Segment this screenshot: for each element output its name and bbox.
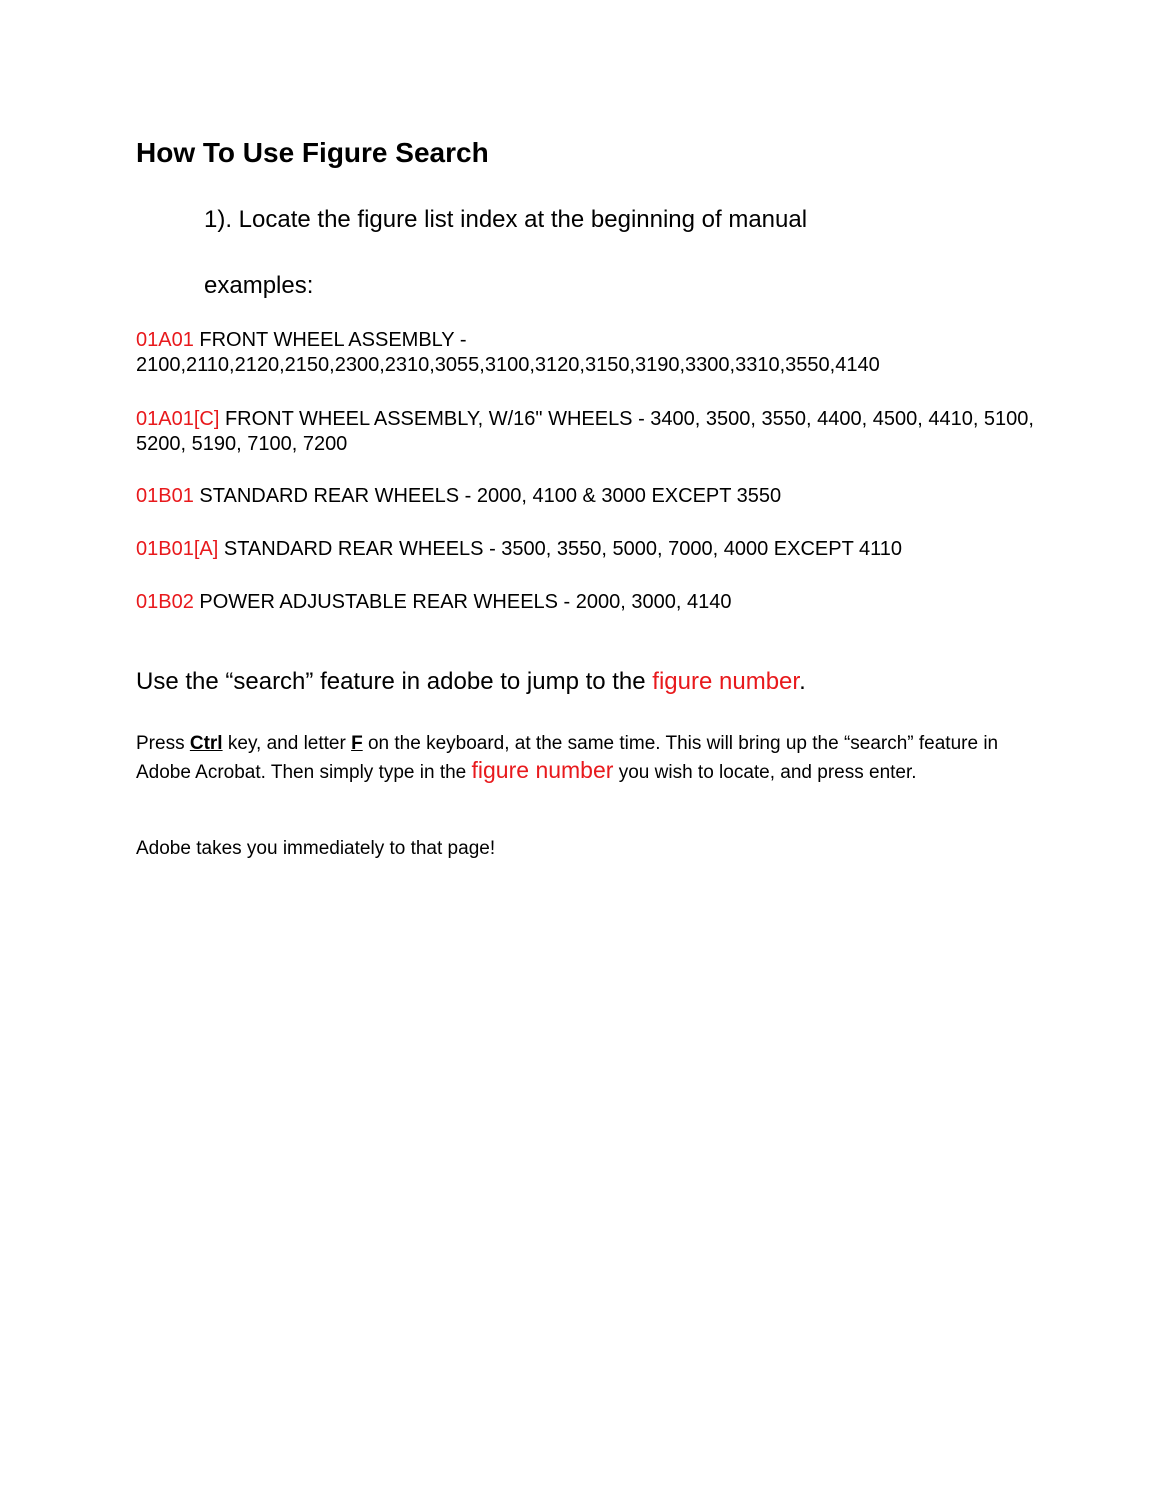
figure-entry [136,328,1036,378]
figure-code: 01A01 [136,329,194,351]
figure-entry [136,590,1036,615]
instructions-text: you wish to locate, and press enter. [613,762,917,783]
figure-code: 01B01[A] [136,538,219,560]
figure-entry [136,537,1036,562]
figure-code: 01B02 [136,591,194,613]
search-instruction [136,667,806,697]
figure-code: 01B01 [136,485,194,507]
page-title: How To Use Figure Search [136,137,489,168]
step-1-instruction: 1). Locate the figure list index at the beginning of manual [204,206,808,233]
keyboard-instructions [136,730,1036,786]
ctrl-key-label: Ctrl [189,733,223,754]
figure-description: STANDARD REAR WHEELS - 3500, 3550, 5000, 7000, 4000 EXCEPT 4110 [218,538,902,560]
figure-number-highlight: figure number [652,668,800,695]
figure-description: FRONT WHEEL ASSEMBLY, W/16" WHEELS - 3400, 3500, 3550, 4400, 4500, 4410, 5100, 5200, 5190, 7100, 7200 [136,408,1034,455]
figure-description: POWER ADJUSTABLE REAR WHEELS - 2000, 3000, 4140 [193,591,732,613]
figure-description: STANDARD REAR WHEELS - 2000, 4100 & 3000 EXCEPT 3550 [193,485,782,507]
figure-code: 01A01[C] [136,408,220,430]
f-key-label: F [351,733,363,754]
closing-line: Adobe takes you immediately to that page! [136,838,496,859]
instructions-text: key, and letter [222,733,352,754]
figure-entry [136,407,1036,457]
figure-description: FRONT WHEEL ASSEMBLY - 2100,2110,2120,2150,2300,2310,3055,3100,3120,3150,3190,3300,3310,3550,4140 [136,329,880,376]
figure-number-highlight: figure number [471,757,614,783]
figure-entry [136,484,1036,509]
search-prefix: Use the “search” feature in adobe to jump to the [136,668,653,695]
instructions-text: Press [136,733,190,754]
search-suffix: . [799,668,806,695]
instructions-text: on the keyboard, at the same time. This will bring up the “search” feature in Adobe Acrobat. Then simply type in the [136,733,999,783]
examples-label: examples: [204,272,314,299]
